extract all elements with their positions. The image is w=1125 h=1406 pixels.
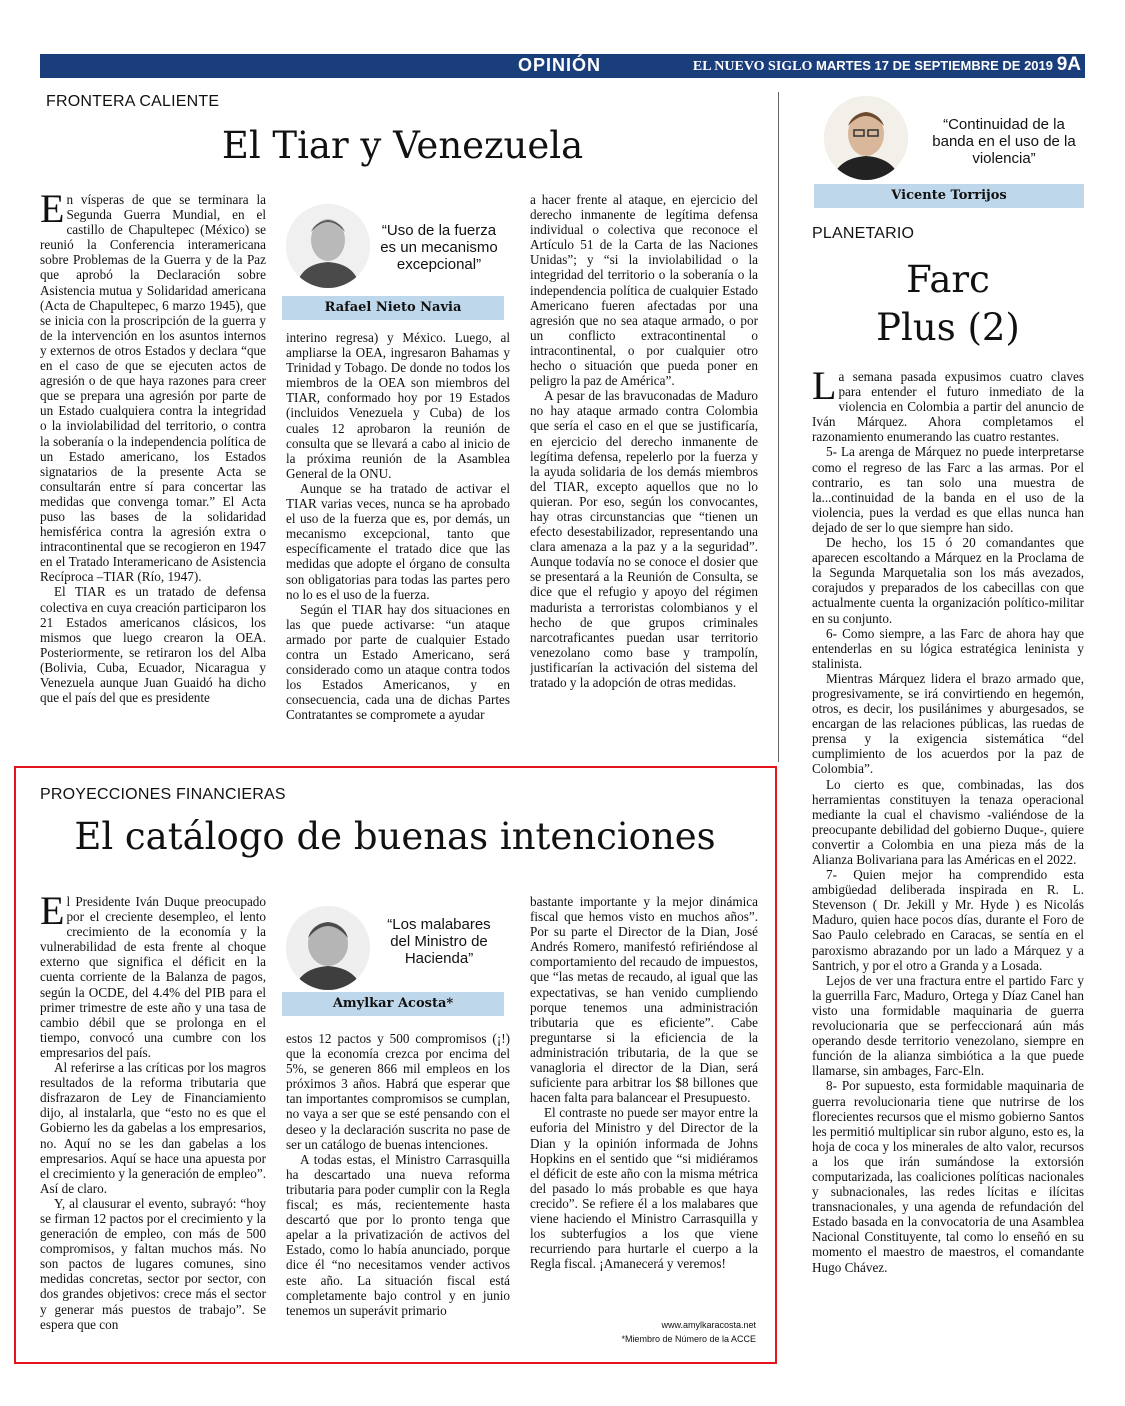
article3-author-box — [814, 94, 1084, 210]
article2-paragraph: bastante importante y la mejor dinámica fiscal que hemos visto en muchos años”. Por su parte el Director de la Dian, José Andrés Romero, manifestó refiriéndose al comportamiento del recaudo de impuestos, que “las metas de recaudo, al igual que las expectativas, se han venido cumpliendo porque tenemos una administración tributaria que es eficiente”. Cabe preguntarse si la eficiencia de la administración tributaria, de la que se vanagloria el director de la Dian, será suficiente para arbitrar los $8 billones que hacen falta para balancear el Presupuesto. — [530, 894, 758, 1106]
article2-paragraph: El Presidente Iván Duque preocupado por el creciente desempleo, el lento crecimiento de la economía y la vulnerabilidad de esta frente al choque externo que significa el déficit en la cuenta corriente de la Balanza de pagos, según la OCDE, del 4.4% del PIB para el primer trimestre de este año y una tasa de cambio débil que se prolonga en el tiempo, convocó una cumbre con los empresarios del país. — [40, 894, 266, 1060]
article2-paragraph: El contraste no puede ser mayor entre la euforia del Ministro y del Director de la Dian y la opinión informada de Johns Hopkins en el sentido que “si midiéramos el déficit de este año con la misma métrica del pasado lo más probable es que haya crecido”. Se refiere él a los malabares que viene haciendo el Ministro Carrasquilla y los subterfugios a los que viene recurriendo para hurtarle el cuerpo a la Regla fiscal. ¡Amanecerá y veremos! — [530, 1105, 758, 1272]
article3-paragraph: La semana pasada expusimos cuatro claves para entender el futuro inmediato de la violencia en Colombia a partir del anuncio de Iván Márquez. Ahora completamos el razonamiento enumerando las cuatro restantes. — [812, 369, 1084, 445]
pull-quote: “Continuidad de la banda en el uso de la violencia” — [932, 116, 1076, 167]
article3-paragraph: 7- Quien mejor ha comprendido esta ambigüedad deliberada inspirada en R. L. Stevenson ( Dr. Jekill y Mr. Hyde ) es Nicolás Maduro, quien hace pocos días, durante el Foro de Sao Paulo celebrado en Caracas, se sentía en el paroxismo abrazando por un lado a Márquez y a Santrich, y por el otro a Granda y a Losada. — [812, 867, 1084, 973]
page-number: 9A — [1056, 54, 1081, 75]
section-title: OPINIÓN — [518, 55, 602, 75]
pull-quote: “Uso de la fuerza es un mecanismo excepcional” — [380, 222, 498, 273]
article3-paragraph: 8- Por supuesto, esta formidable maquinaria de guerra revolucionaria tiene que nutrirse de los florecientes recursos que el mismo gobierno Santos les permitió multiplicar sin rubor alguno, esto es, la hoja de coca y los minerales de alto valor, recursos a los que irán sumándose la extorsión computarizada, las coaliciones políticas nacionales y subnacionales, las redes lícitas e ilícitas transnacionales, y una agenda de refundación del Estado basada en la convocatoria de una Asamblea Nacional Constituyente, tal como lo enseñó en su momento el maestro de maestros, el comandante Hugo Chávez. — [812, 1078, 1084, 1275]
article3-body — [812, 369, 1084, 1353]
article2-paragraph: estos 12 pactos y 500 compromisos (¡!) que la economía crezca por encima del 5%, se generen 866 mil empleos en los próximos 3 años. Habrá que esperar que tan importantes compromisos se cumplan, no vaya a ser que se esté pensando con el deseo y la declaración suscrita no pase de ser un catálogo de buenas intenciones. — [286, 1031, 510, 1152]
article1-paragraph: En vísperas de que se terminara la Segunda Guerra Mundial, en el castillo de Chapultepec (México) se reunió la Conferencia interamericana sobre Problemas de la Guerra y de la Paz que aprobó la Declaración sobre Asistencia mutua y Solidaridad americana (Acta de Chapultepec, 6 marzo 1945), que se inicia con la proscripción de la guerra y de la intervención en los asuntos internos y externos de otros Estados y declara “que en el caso de que se ejecuten actos de agresión o de que haya razones para creer que se prepara una agresión por parte de un Estado cualquiera contra la integridad o la inviolabilidad del territorio, o contra la soberanía o la independencia política de un Estado americano, los Estados signatarios de la presente Acta se consultarán entre sí para concertar las medidas que convenga tomar.” El Acta puso las bases de la solidaridad hemisférica contra la agresión extra o intracontinental que se recogieron en 1947 en el Tratado Interamericano de Asistencia Recíproca –TIAR (Río, 1947). — [40, 192, 266, 585]
article1-author-box — [282, 200, 504, 318]
dropcap: L — [812, 369, 837, 408]
author-name: Rafael Nieto Navia — [282, 296, 504, 320]
article3-paragraph: Lejos de ver una fractura entre el partido Farc y la guerrilla Farc, Maduro, Ortega y Díaz Canel han visto una formidable maquinaria de guerra revolucionaria que se perfeccionará aún más operando desde territorio venezolano, siempre en función de la alianza simbiótica a la que puede llamarse, sin ambages, Farc-Eln. — [812, 972, 1084, 1079]
author-portrait-icon — [286, 906, 370, 990]
issue-date: MARTES 17 DE SEPTIEMBRE DE 2019 — [816, 58, 1053, 73]
issue-date-line — [693, 58, 1053, 75]
article1-paragraph: El TIAR es un tratado de defensa colectiva en cuya creación participaron los 21 Estados americanos clásicos, los mismos que luego crearon la OEA. Posteriormente, se retiraron los del Alba (Bolivia, Cuba, Ecuador, Nicaragua y Venezuela aunque Juan Guaidó ha dicho que el país del que es presidente — [40, 584, 266, 706]
article1-column-1 — [40, 192, 266, 744]
article2-paragraph: Al referirse a las críticas por los magros resultados de la reforma tributaria que disfrazaron de Ley de Financiamiento dijo, al instalarla, que “esto no es que el Gobierno les da gabelas a los empresarios, no. Aquí no se les dan gabelas a los empresarios. Aquí se hace una apuesta por el crecimiento y la generación de empleo”. Así de claro. — [40, 1060, 266, 1196]
article1-paragraph: Según el TIAR hay dos situaciones en las que puede activarse: “un ataque armado por parte de cualquier Estado contra un Estado Americano, será considerado como un ataque contra todos los Estados Americanos, y en consecuencia, cada una de dichas Partes Contratantes se compromete a ayudar — [286, 601, 510, 723]
article1-paragraph: A pesar de las bravuconadas de Maduro no hay ataque armado contra Colombia que sería el caso en el que se justificaría, en ejercicio del derecho inmanente de legítima defensa, repelerlo por la fuerza y la ayuda solidaria de los demás miembros del TIAR, excepto aquellos que no lo quieran. Por eso, según los convocantes, hay otras circunstancias que “tienen un efecto desestabilizador, representando una clara amenaza a la paz y a la seguridad”. Aunque todavía no se conoce el dosier que se presentará a la Reunión de Consulta, se dice que el refugio y apoyo del régimen madurista a terroristas colombianos y el hecho de que grupos criminales narcotraficantes puedan usar territorio venezolano como base y trampolín, justificarían la activación del sistema del tratado y la adopción de otras medidas. — [530, 388, 758, 690]
article3-paragraph: 5- La arenga de Márquez no puede interpretarse como el regreso de las Farc a las armas. Por el contrario, es tan solo una muestra de la...continuidad de la banda en el uso de la violencia, pues la verdad es que ellas nunca han dejado de ser lo que siempre han sido. — [812, 444, 1084, 535]
article2-kicker: PROYECCIONES FINANCIERAS — [40, 786, 286, 803]
article1-headline: El Tiar y Venezuela — [221, 124, 584, 167]
article2-author-box — [282, 902, 504, 1020]
article2-headline: El catálogo de buenas intenciones — [74, 815, 716, 858]
newspaper-name: EL NUEVO SIGLO — [692, 59, 813, 74]
article2-column-2 — [286, 1031, 510, 1349]
article3-paragraph: 6- Como siempre, a las Farc de ahora hay que entenderlas en su lógica estratégica leninista y stalinista. — [812, 625, 1084, 671]
article2-column-3 — [530, 894, 758, 1318]
article1-column-2 — [286, 330, 510, 744]
article3-headline — [800, 256, 1096, 352]
article1-paragraph: interino regresa) y México. Luego, al ampliarse la OEA, ingresaron Bahamas y Trinidad y Tobago. De donde no todos los miembros de la OEA son miembros del TIAR, conformado hoy por 19 Estados (incluidos Venezuela y Cuba) de los cuales 12 aprobaron la reunión de consulta que se llevará a cabo al inicio de la próxima reunión de la Asamblea General de la ONU. — [286, 330, 510, 481]
author-photo — [286, 204, 370, 288]
article1-column-3 — [530, 192, 758, 744]
author-name: Vicente Torrijos — [814, 184, 1084, 208]
article1-paragraph: a hacer frente al ataque, en ejercicio del derecho inmanente de legítima defensa individual o colectiva que reconoce el Artículo 51 de la Carta de las Naciones Unidas”; y “si la inviolabilidad o la integridad del territorio o la soberanía o la independencia política de cualquier Estado Americano fueren afectadas por una agresión que no sea ataque armado, o por un conflicto extracontinental o intracontinental, o por cualquier otro hecho o situación que pueda poner en peligro la paz de América”. — [530, 192, 758, 389]
column-divider — [778, 92, 779, 762]
article3-paragraph: Mientras Márquez lidera el brazo armado que, progresivamente, se irá convirtiendo en hegemón, otros, es decir, los pusilánimes y aburgesados, se encargan de las relaciones públicas, las ruedas de prensa y la exigencia sistemática “del cumplimiento de los acuerdos por la paz de Colombia”. — [812, 670, 1084, 777]
pull-quote: “Los malabares del Ministro de Hacienda” — [387, 916, 491, 967]
author-photo — [824, 96, 908, 180]
article3-paragraph: De hecho, los 15 ó 20 comandantes que aparecen escoltando a Márquez en la Proclama de la Segunda Marquetalia son los más avezados, corajudos y preparados de los cabecillas con que actualmente cuenta la organización político-militar en su conjunto. — [812, 535, 1084, 626]
article3-kicker: PLANETARIO — [812, 225, 915, 242]
article3-headline-line1: Farc — [906, 258, 990, 301]
author-website: www.amylkaracosta.net — [661, 1320, 756, 1330]
dropcap: E — [40, 894, 65, 933]
author-footnote: *Miembro de Número de la ACCE — [621, 1334, 756, 1344]
article2-paragraph: Y, al clausurar el evento, subrayó: “hoy se firman 12 pactos por el crecimiento y la generación de empleo, con más de 500 compromisos, y faltan muchos más. No son pactos de lugares comunes, sino medidas concretas, sector por sector, con dos grandes objetivos: crece más el sector y generar más puestos de trabajo”. Se espera que con — [40, 1195, 266, 1332]
article2-column-1 — [40, 894, 266, 1349]
author-portrait-icon — [824, 96, 908, 180]
author-photo — [286, 906, 370, 990]
article1-kicker: FRONTERA CALIENTE — [46, 93, 220, 110]
author-name: Amylkar Acosta* — [282, 992, 504, 1016]
article3-headline-line2: Plus (2) — [876, 306, 1020, 349]
dropcap: E — [40, 192, 65, 231]
article2-paragraph: A todas estas, el Ministro Carrasquilla ha descartado una nueva reforma tributaria para poder cumplir con la Regla fiscal; es más, recientemente hasta descartó que por lo pronto tenga que apelar a la privatización de activos del Estado, como lo había anunciado, porque dice él “no necesitamos vender activos este año. La situación fiscal está completamente bajo control y en junio tenemos un superávit primario — [286, 1151, 510, 1318]
article3-paragraph: Lo cierto es que, combinadas, las dos herramientas constituyen la tenaza operacional mediante la cual el chavismo -valiéndose de la preocupante debilidad del gobierno Duque-, quiere convertir a Colombia en una pieza más de la Alianza Bolivariana para las Américas en el 2022. — [812, 776, 1084, 867]
author-portrait-icon — [286, 204, 370, 288]
section-header-bar — [40, 54, 1085, 78]
article1-paragraph: Aunque se ha tratado de activar el TIAR varias veces, nunca se ha aprobado el uso de la fuerza que es, por demás, un mecanismo excepcional, tanto que específicamente el tratado dice que las medidas que adopte el órgano de consulta son obligatorias para todas las partes pero no lo es el uso de la fuerza. — [286, 480, 510, 602]
